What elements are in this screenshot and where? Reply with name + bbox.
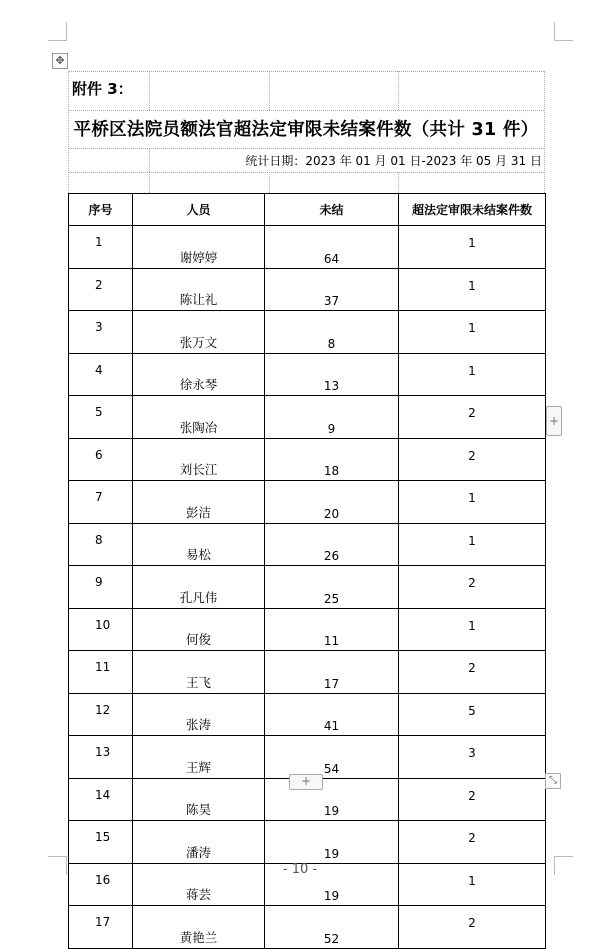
cell-index[interactable]: 10	[69, 608, 133, 651]
cell-overdue[interactable]: 1	[399, 311, 546, 354]
page-corner-mark-top-left	[48, 22, 67, 41]
grid-line	[398, 172, 399, 193]
header-pending: 未结	[265, 194, 399, 226]
table-row	[69, 438, 546, 481]
cell-person[interactable]: 孔凡伟	[133, 566, 265, 609]
table-row	[69, 566, 546, 609]
add-row-button[interactable]	[289, 774, 323, 790]
table-row	[69, 523, 546, 566]
cell-index[interactable]: 5	[69, 396, 133, 439]
cell-overdue[interactable]: 2	[399, 438, 546, 481]
table-row	[69, 396, 546, 439]
cell-index[interactable]: 13	[69, 736, 133, 779]
table-row	[69, 651, 546, 694]
cell-index[interactable]: 3	[69, 311, 133, 354]
cell-pending[interactable]: 8	[265, 311, 399, 354]
cell-overdue[interactable]: 5	[399, 693, 546, 736]
cell-index[interactable]: 15	[69, 821, 133, 864]
cell-index[interactable]: 8	[69, 523, 133, 566]
cell-person[interactable]: 张涛	[133, 693, 265, 736]
table-row	[69, 481, 546, 524]
cell-index[interactable]: 6	[69, 438, 133, 481]
cell-index[interactable]: 4	[69, 353, 133, 396]
grid-line	[544, 71, 545, 193]
cell-index[interactable]: 7	[69, 481, 133, 524]
cell-pending[interactable]: 9	[265, 396, 399, 439]
cell-pending[interactable]: 11	[265, 608, 399, 651]
cell-pending[interactable]: 25	[265, 566, 399, 609]
table-row	[69, 736, 546, 779]
cell-person[interactable]: 张万文	[133, 311, 265, 354]
cell-person[interactable]: 易松	[133, 523, 265, 566]
plus-icon: +	[548, 414, 560, 428]
header-index: 序号	[69, 194, 133, 226]
cell-overdue[interactable]: 1	[399, 481, 546, 524]
grid-line	[68, 110, 544, 111]
cell-overdue[interactable]: 2	[399, 821, 546, 864]
cell-person[interactable]: 刘长江	[133, 438, 265, 481]
cell-person[interactable]: 黄艳兰	[133, 906, 265, 949]
cell-overdue[interactable]: 1	[399, 353, 546, 396]
table-header-row	[69, 194, 546, 226]
cell-overdue[interactable]: 1	[399, 268, 546, 311]
cell-index[interactable]: 14	[69, 778, 133, 821]
cell-pending[interactable]: 13	[265, 353, 399, 396]
cell-person[interactable]: 张陶冶	[133, 396, 265, 439]
cell-pending[interactable]: 18	[265, 438, 399, 481]
statistics-date: 统计日期：2023 年 01 月 01 日-2023 年 05 月 31 日	[245, 154, 542, 168]
cell-overdue[interactable]: 2	[399, 566, 546, 609]
grid-line	[269, 71, 270, 110]
grid-line	[68, 172, 544, 173]
plus-icon: +	[300, 774, 312, 788]
cell-person[interactable]: 潘涛	[133, 821, 265, 864]
cell-person[interactable]: 王飞	[133, 651, 265, 694]
cell-person[interactable]: 蒋芸	[133, 863, 265, 906]
cell-index[interactable]: 12	[69, 693, 133, 736]
cell-overdue[interactable]: 2	[399, 778, 546, 821]
table-row	[69, 821, 546, 864]
cell-overdue[interactable]: 1	[399, 863, 546, 906]
page-number: - 10 -	[282, 862, 318, 877]
cell-index[interactable]: 11	[69, 651, 133, 694]
header-overdue: 超法定审限未结案件数	[399, 194, 546, 226]
grid-line	[68, 71, 544, 72]
cell-pending[interactable]: 37	[265, 268, 399, 311]
cell-overdue[interactable]: 2	[399, 651, 546, 694]
resize-diagonal-icon: ⤡	[549, 775, 557, 786]
overdue-cases-table[interactable]	[68, 193, 546, 949]
cell-pending[interactable]: 20	[265, 481, 399, 524]
table-row	[69, 353, 546, 396]
table-resize-handle[interactable]	[545, 773, 561, 789]
cell-person[interactable]: 彭洁	[133, 481, 265, 524]
cell-person[interactable]: 陈昊	[133, 778, 265, 821]
cell-person[interactable]: 何俊	[133, 608, 265, 651]
cell-person[interactable]: 陈让礼	[133, 268, 265, 311]
attachment-label: 附件 3：	[72, 80, 133, 98]
add-column-button[interactable]	[546, 406, 562, 436]
cell-index[interactable]: 17	[69, 906, 133, 949]
move-arrows-icon: ✥	[55, 54, 65, 67]
cell-overdue[interactable]: 3	[399, 736, 546, 779]
cell-pending[interactable]: 19	[265, 863, 399, 906]
cell-pending[interactable]: 26	[265, 523, 399, 566]
cell-overdue[interactable]: 2	[399, 396, 546, 439]
grid-line	[398, 71, 399, 110]
cell-pending[interactable]: 19	[265, 778, 399, 821]
cell-overdue[interactable]: 1	[399, 608, 546, 651]
cell-overdue[interactable]: 2	[399, 906, 546, 949]
cell-pending[interactable]: 52	[265, 906, 399, 949]
cell-person[interactable]: 徐永琴	[133, 353, 265, 396]
table-row	[69, 608, 546, 651]
cell-pending[interactable]: 54	[265, 736, 399, 779]
page-corner-mark-top-right	[554, 22, 573, 41]
table-row	[69, 268, 546, 311]
grid-line	[269, 172, 270, 193]
header-person: 人员	[133, 194, 265, 226]
cell-person[interactable]: 谢婷婷	[133, 226, 265, 269]
cell-overdue[interactable]: 1	[399, 523, 546, 566]
cell-overdue[interactable]: 1	[399, 226, 546, 269]
cell-pending[interactable]: 19	[265, 821, 399, 864]
table-row	[69, 226, 546, 269]
cell-index[interactable]: 9	[69, 566, 133, 609]
document-title: 平桥区法院员额法官超法定审限未结案件数（共计 31 件）	[73, 120, 539, 140]
grid-line	[68, 148, 544, 149]
cell-index[interactable]: 1	[69, 226, 133, 269]
cell-person[interactable]: 王辉	[133, 736, 265, 779]
cell-index[interactable]: 2	[69, 268, 133, 311]
table-row	[69, 311, 546, 354]
grid-line	[149, 172, 150, 193]
table-row	[69, 906, 546, 949]
cell-pending[interactable]: 64	[265, 226, 399, 269]
grid-line	[149, 71, 150, 110]
table-move-handle[interactable]	[52, 53, 68, 69]
cell-pending[interactable]: 41	[265, 693, 399, 736]
cell-index[interactable]: 16	[69, 863, 133, 906]
cell-pending[interactable]: 17	[265, 651, 399, 694]
table-row	[69, 693, 546, 736]
